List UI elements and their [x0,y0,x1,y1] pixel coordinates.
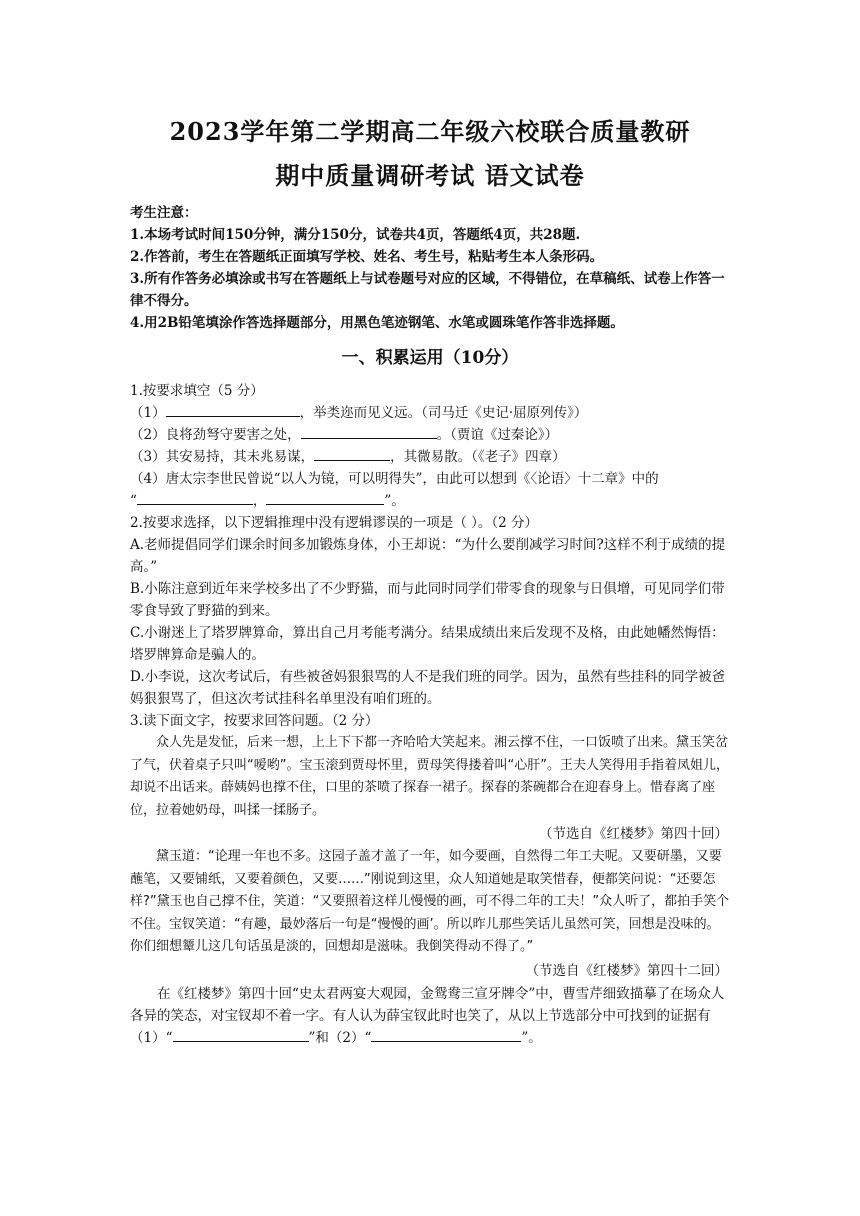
answer-blank[interactable] [314,446,390,461]
notice-item: 3.所有作答务必填涂或书写在答题纸上与试卷题号对应的区域，不得错位，在草稿纸、试卷上作答一律不得分。 [130,271,725,309]
reading-passage-2: 黛玉道：“论理一年也不多。这园子盖才盖了一年，如今要画，自然得二年工夫呢。又要研墨，又要蘸笔，又要铺纸，又要着颜色，又要……”刚说到这里，众人知道她是取笑惜春，便都笑问说：“还要怎样?”黛玉也自己撑不住，笑道：“又要照着这样儿慢慢的画，可不得二年的工夫！”众人听了，都拍手笑个不住。宝钗笑道：“有趣，最妙落后一句是“慢慢的画’。所以昨儿那些笑话儿虽然可笑，回想是没味的。你们细想颦儿这几句话虽是淡的，回想却是滋味。我倒笑得动不得了。” [130,849,730,954]
item-text: （2）良将劲弩守要害之处， [130,427,301,443]
option-b[interactable]: B.小陈注意到近年来学校多出了不少野猫，而与此同时同学们带零食的现象与日俱增，可见同学们带零食导致了野猫的到来。 [130,581,725,619]
analysis-text: ”和（2）“ [308,1029,372,1046]
item-number: （1） [130,405,166,421]
answer-blank[interactable] [371,1027,521,1042]
notice-item: 2.作答前，考生在答题纸正面填写学校、姓名、考生号，粘贴考生本人条形码。 [130,249,604,265]
notice-block [130,202,730,334]
exam-title-line2: 期中质量调研考试 语文试卷 [275,161,585,190]
option-c[interactable]: C.小谢迷上了塔罗牌算命，算出自己月考能考满分。结果成绩出来后发现不及格，由此她幡然悔悟：塔罗牌算命是骗人的。 [130,625,725,663]
fill-item-4-blanks [130,490,730,512]
item-text: ，举类迩而见义远。（司马迁《史记·屈原列传》） [299,405,588,421]
item-text: ，其微易散。（《老子》四章） [390,449,566,465]
question-stem: 2.按要求选择，以下逻辑推理中没有逻辑谬误的一项是（ ）。（2 分） [130,515,539,531]
answer-blank[interactable] [166,402,300,417]
question-stem: 1.按要求填空（5 分） [130,383,264,399]
fill-item-3 [130,446,730,468]
quote-mark: ”。 [384,493,405,509]
item-text: （3）其安易持，其未兆易谋， [130,449,315,465]
notice-item: 1.本场考试时间150分钟，满分150分，试卷共4页，答题纸4页，共28题. [130,227,581,243]
answer-blank[interactable] [137,490,253,505]
quote-mark: “ [130,493,137,509]
answer-blank[interactable] [301,424,437,439]
option-a[interactable]: A.老师提倡同学们课余时间多加锻炼身体，小王却说：“为什么要削减学习时间?这样不利于成绩的提高。” [130,537,726,575]
section-heading: 一、积累运用（10分） [341,348,519,368]
reading-passage-1: 众人先是发怔，后来一想，上上下下都一齐哈哈大笑起来。湘云撑不住，一口饭喷了出来。黛玉笑岔了气，伏着桌子只叫“嗳哟”。宝玉滚到贾母怀里，贾母笑得搂着叫“心肝”。王夫人笑得用手指着凤姐儿，却说不出话来。薛姨妈也撑不住，口里的茶喷了探春一裙子。探春的茶碗都合在迎春身上。惜春离了座位，拉着她奶母，叫揉一揉肠子。 [130,735,729,818]
question-3 [130,710,730,1049]
passage-source-1: （节选自《红楼梦》第四十回） [539,826,728,842]
notice-heading: 考生注意： [130,205,198,221]
option-d[interactable]: D.小李说，这次考试后，有些被爸妈狠狠骂的人不是我们班的同学。因为，虽然有些挂科的同学被爸妈狠狠骂了，但这次考试挂科名单里没有咱们班的。 [130,669,726,707]
question-1 [130,380,730,512]
passage-source-2: （节选自《红楼梦》第四十二回） [525,962,728,979]
fill-item-2 [130,424,730,446]
question-2 [130,512,730,710]
fill-item-4 [130,468,730,490]
answer-blank[interactable] [173,1027,309,1042]
notice-item: 4.用2B铅笔填涂作答选择题部分，用黑色笔迹钢笔、水笔或圆珠笔作答非选择题。 [130,315,624,331]
item-text: （4）唐太宗李世民曾说“以人为镜，可以明得失”，由此可以想到《〈论语〉十二章》中的 [130,471,659,487]
comma: ， [252,493,267,509]
analysis-text: ”。 [521,1029,542,1046]
answer-blank[interactable] [266,490,384,505]
fill-item-1 [130,402,730,424]
exam-title-line1: 2023学年第二学期高二年级六校联合质量教研 [169,117,691,146]
analysis-text: 在《红楼梦》第四十回“史太君两宴大观园，金鸳鸯三宣牙牌令”中，曹雪芹细致描摹了在场众人各异的笑态，对宝钗却不着一字。有人认为薛宝钗此时也笑了，从以上节选部分中可找到的证据有（1）“ [130,985,725,1046]
item-text: 。（贾谊《过秦论》） [436,427,559,443]
question-stem: 3.读下面文字，按要求回答问题。（2 分） [130,713,379,729]
analysis-question [130,983,730,1049]
